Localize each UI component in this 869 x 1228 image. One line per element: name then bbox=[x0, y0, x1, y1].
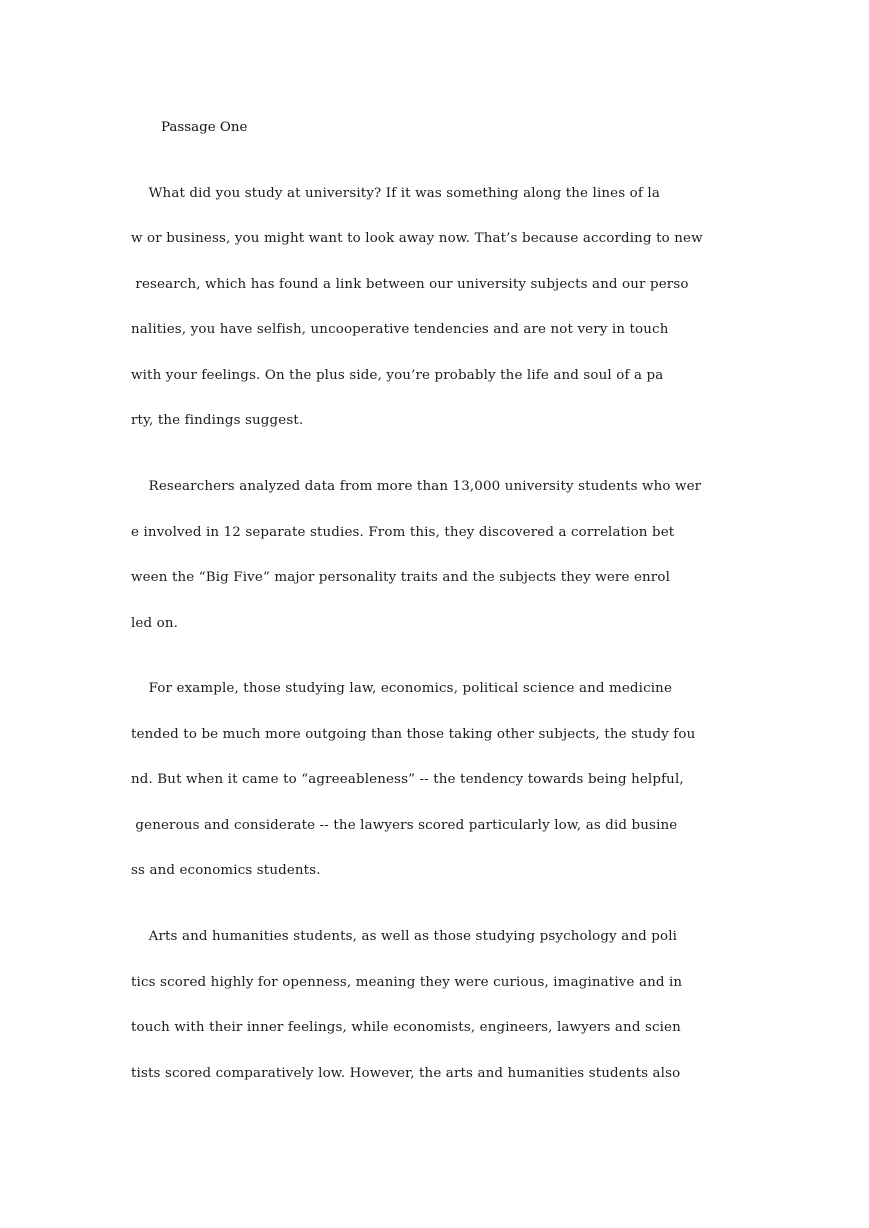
text-line: led on. bbox=[131, 616, 179, 631]
text-line: rty, the findings suggest. bbox=[131, 413, 304, 428]
text-line: tics scored highly for openness, meaning they were curious, imaginative and in bbox=[131, 975, 683, 990]
text-line: tended to be much more outgoing than those taking other subjects, the study fou bbox=[131, 727, 696, 742]
text-line: For example, those studying law, economics, political science and medicine bbox=[131, 681, 673, 696]
text-line: nd. But when it came to “agreeableness” -- the tendency towards being helpful, bbox=[131, 772, 684, 787]
text-line: touch with their inner feelings, while economists, engineers, lawyers and scien bbox=[131, 1020, 681, 1035]
text-line: research, which has found a link between our university subjects and our perso bbox=[131, 277, 689, 292]
text-line: with your feelings. On the plus side, you’re probably the life and soul of a pa bbox=[131, 368, 664, 383]
text-line: generous and considerate -- the lawyers scored particularly low, as did busine bbox=[131, 818, 678, 833]
text-line: Researchers analyzed data from more than 13,000 university students who wer bbox=[131, 479, 702, 494]
text-line: nalities, you have selfish, uncooperative tendencies and are not very in touch bbox=[131, 322, 669, 337]
text-line: ss and economics students. bbox=[131, 863, 321, 878]
text-line: w or business, you might want to look away now. That’s because according to new bbox=[131, 231, 703, 246]
text-line: What did you study at university? If it was something along the lines of la bbox=[131, 186, 660, 201]
text-line: tists scored comparatively low. However, the arts and humanities students also bbox=[131, 1066, 681, 1081]
passage-title: Passage One bbox=[161, 120, 248, 135]
text-line: Arts and humanities students, as well as those studying psychology and poli bbox=[131, 929, 678, 944]
text-line: e involved in 12 separate studies. From this, they discovered a correlation bet bbox=[131, 525, 675, 540]
text-line: ween the “Big Five” major personality traits and the subjects they were enrol bbox=[131, 570, 670, 585]
